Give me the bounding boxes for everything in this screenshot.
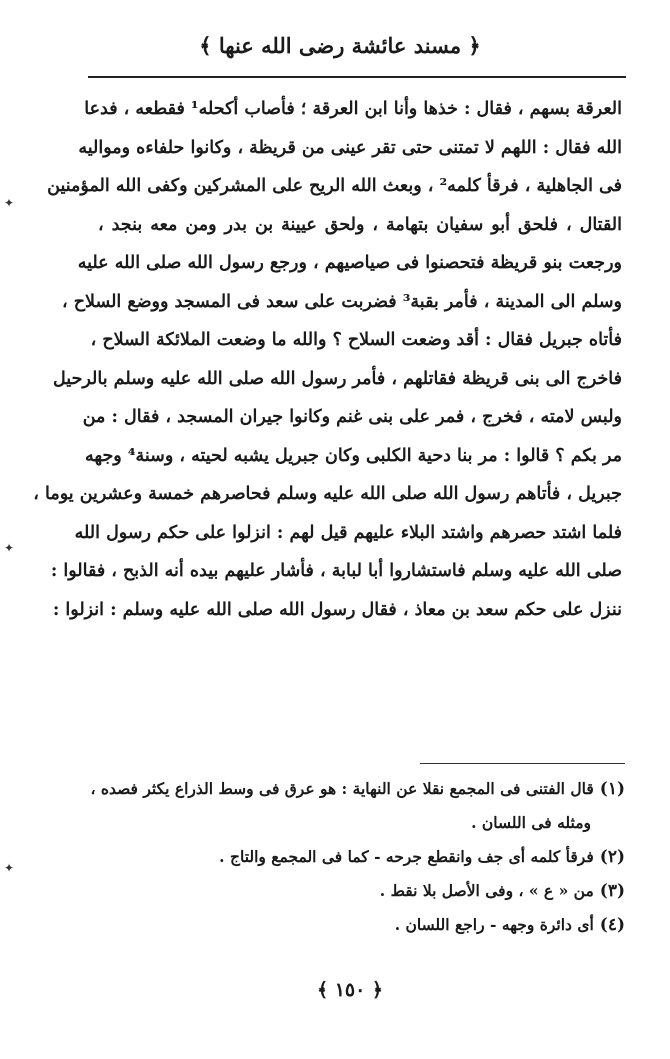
text-line: ننزل على حكم سعد بن معاذ ، فقال رسول الله صلى الله عليه وسلم : انزلوا :: [52, 599, 622, 620]
footnote-1-continuation: ومثله فى اللسان .: [471, 813, 591, 832]
footnote-rule: [420, 763, 625, 764]
text-line: ولبس لامته ، فخرج ، فمر على بنى غنم وكانوا جيران المسجد ، فقال : من: [82, 407, 622, 427]
text-line: القتال ، فلحق أبو سفيان بتهامة ، ولحق عيينة بن بدر ومن معه بنجد ،: [98, 214, 622, 235]
text-line: الله فقال : اللهم لا تمتنى حتى تقر عينى من قريظة ، وكانوا حلفاءه ومواليه: [78, 137, 622, 158]
margin-mark: ✦: [4, 541, 15, 555]
text-line: فأتاه جبريل فقال : أقد وضعت السلاح ؟ والله ما وضعت الملائكة السلاح ،: [90, 330, 622, 350]
margin-mark: ✦: [4, 196, 15, 210]
footnote-3: [110, 874, 625, 908]
footnote-text: قال الفتنى فى المجمع نقلا عن النهاية : هو عرق فى وسط الذراع يكثر فصده ،: [90, 779, 594, 798]
margin-mark: ✦: [4, 861, 15, 875]
footnote-number: (٢): [599, 847, 625, 867]
footnote-2: [110, 840, 625, 874]
text-line: وسلم الى المدينة ، فأمر بقبة³ فضربت على سعد فى المسجد ووضع السلاح ،: [62, 291, 622, 312]
running-head: ﴿ مسند عائشة رضى الله عنها ﴾: [199, 33, 481, 58]
text-line: مر بكم ؟ قالوا : مر بنا دحية الكلبى وكان جبريل يشبه لحيته ، وسنة⁴ وجهه: [85, 445, 622, 466]
footnote-number: (٣): [599, 881, 625, 901]
footnote-text: فرقأ كلمه أى جف وانقطع جرحه - كما فى المجمع والتاج .: [219, 847, 594, 866]
header-rule: [88, 76, 626, 78]
text-line: صلى الله عليه وسلم فاستشاروا أبا لبابة ، فأشار عليهم بيده أنه الذبح ، فقالوا :: [50, 561, 622, 581]
main-text: [33, 90, 622, 629]
page-number: ﴿ ١٥٠ ﴾: [316, 979, 384, 1001]
text-line: فى الجاهلية ، فرقأ كلمه² ، وبعث الله الريح على المشركين وكفى الله المؤمنين: [47, 176, 622, 196]
text-line: فاخرج الى بنى قريظة فقاتلهم ، فأمر رسول الله صلى الله عليه وسلم بالرحيل: [53, 368, 622, 389]
text-line: جبريل ، فأتاهم رسول الله صلى الله عليه وسلم فحاصرهم خمسة وعشرين يوما ،: [33, 484, 622, 504]
footnote-number: (١): [599, 779, 625, 799]
footnotes: [90, 772, 625, 942]
footnote-text: أى دائرة وجهه - راجع اللسان .: [394, 915, 594, 934]
text-line: فلما اشتد حصرهم واشتد البلاء عليهم قيل لهم : انزلوا على حكم رسول الله: [74, 522, 622, 543]
footnote-1: [90, 772, 625, 806]
text-line: ورجعت بنو قريظة فتحصنوا فى صياصيهم ، ورجع رسول الله صلى الله عليه: [77, 253, 622, 273]
footnote-4: [110, 908, 625, 942]
text-line: العرقة بسهم ، فقال : خذها وأنا ابن العرقة ؛ فأصاب أكحله¹ فقطعه ، فدعا: [84, 99, 622, 119]
footnote-number: (٤): [599, 915, 625, 935]
footnote-text: من « ع » ، وفى الأصل بلا نقط .: [379, 881, 594, 900]
